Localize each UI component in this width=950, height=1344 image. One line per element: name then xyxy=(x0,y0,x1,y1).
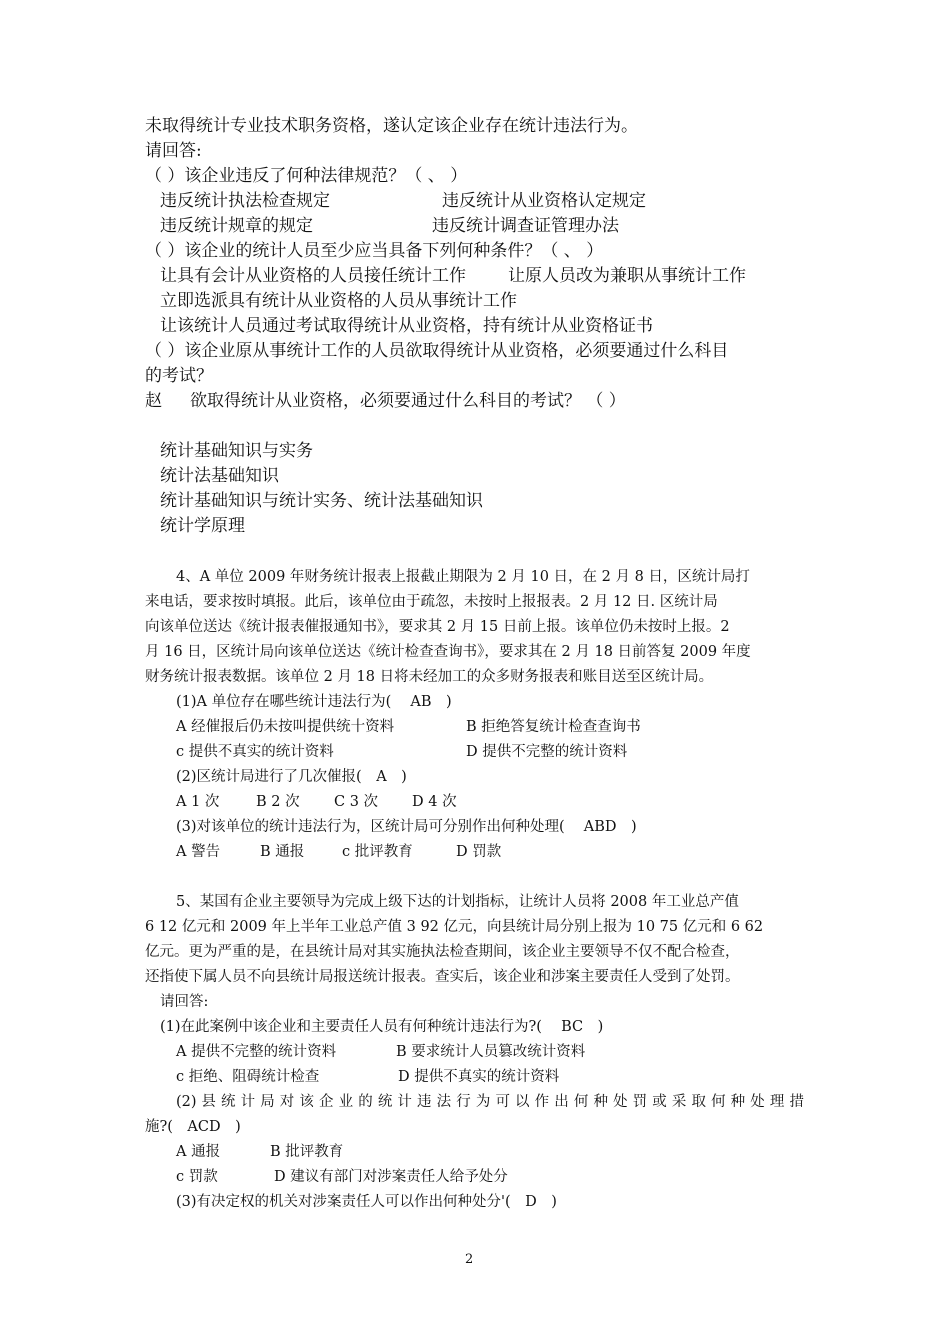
question-3-option-c: 统计基础知识与统计实务、统计法基础知识 xyxy=(160,491,483,511)
case-4-question-3: (3)对该单位的统计违法行为，区统计局可分别作出何种处理( ABD ) xyxy=(176,819,637,835)
case-4-paragraph-line2: 来电话，要求按时填报。此后，该单位由于疏忽，未按时上报报表。2 月 12 日. 区统计局 xyxy=(145,594,718,610)
page-number: 2 xyxy=(465,1252,474,1267)
case-5-paragraph-line2: 6 12 亿元和 2009 年上半年工业总产值 3 92 亿元，向县统计局分别上报为 10 75 亿元和 6 62 xyxy=(145,919,764,935)
case-5-please-answer: 请回答: xyxy=(160,994,209,1010)
case-4-paragraph-line3: 向该单位送达《统计报表催报通知书》，要求其 2 月 15 日前上报。该单位仍未按时上报。2 xyxy=(145,619,730,635)
question-3-stem-line1: （ ）该企业原从事统计工作的人员欲取得统计从业资格，必须要通过什么科目 xyxy=(145,341,729,361)
question-3-stem2-prefix: 赵 xyxy=(145,391,162,411)
case-4-q1-option-c: c 提供不真实的统计资料 xyxy=(176,744,334,760)
question-2-stem: （ ）该企业的统计人员至少应当具备下列何种条件？（ 、 ） xyxy=(145,241,604,261)
case-4-q3-option-b: B 通报 xyxy=(260,844,305,860)
question-3-option-b: 统计法基础知识 xyxy=(160,466,279,486)
case-4-q2-option-a: A 1 次 xyxy=(176,794,220,810)
case-5-question-2-line1: (2) 县 统 计 局 对 该 企 业 的 统 计 违 法 行 为 可 以 作 出 何 种 处 罚 或 采 取 何 种 处 理 措 xyxy=(176,1094,804,1110)
question-3-option-a: 统计基础知识与实务 xyxy=(160,441,313,461)
case-5-q2-option-a: A 通报 xyxy=(176,1144,221,1160)
intro-tail-text: 未取得统计专业技术职务资格，遂认定该企业存在统计违法行为。 xyxy=(145,116,638,136)
case-4-q1-option-a: A 经催报后仍未按叫提供统十资料 xyxy=(176,719,395,735)
question-1-stem: （ ）该企业违反了何种法律规范？（ 、 ） xyxy=(145,166,468,186)
question-1-option-d: 违反统计调查证管理办法 xyxy=(432,216,619,236)
question-1-option-b: 违反统计从业资格认定规定 xyxy=(442,191,646,211)
case-5-q2-option-b: B 批评教育 xyxy=(270,1144,344,1160)
case-5-question-1: (1)在此案例中该企业和主要责任人员有何种统计违法行为?( BC ) xyxy=(160,1019,604,1035)
case-4-question-2: (2)区统计局进行了几次催报( A ) xyxy=(176,769,407,785)
question-1-option-c: 违反统计规章的规定 xyxy=(160,216,313,236)
case-4-q2-option-b: B 2 次 xyxy=(256,794,300,810)
case-5-paragraph-line3: 亿元。更为严重的是，在县统计局对其实施执法检查期间，该企业主要领导不仅不配合检查， xyxy=(145,944,740,960)
case-5-q2-option-c: c 罚款 xyxy=(176,1169,218,1185)
case-4-q1-option-b: B 拒绝答复统计检查查询书 xyxy=(466,719,641,735)
case-5-paragraph-line1: 5、某国有企业主要领导为完成上级下达的计划指标，让统计人员将 2008 年工业总产值 xyxy=(176,894,739,910)
case-5-question-2-line2: 施?( ACD ) xyxy=(145,1119,241,1135)
case-5-q2-option-d: D 建议有部门对涉案责任人给予处分 xyxy=(274,1169,508,1185)
case-4-q3-option-a: A 警告 xyxy=(176,844,221,860)
case-5-paragraph-line4: 还指使下属人员不向县统计局报送统计报表。查实后，该企业和涉案主要责任人受到了处罚。 xyxy=(145,969,740,985)
question-3-option-d: 统计学原理 xyxy=(160,516,245,536)
case-4-q3-option-d: D 罚款 xyxy=(456,844,502,860)
case-4-q2-option-d: D 4 次 xyxy=(412,794,457,810)
case-4-question-1: (1)A 单位存在哪些统计违法行为( AB ) xyxy=(176,694,452,710)
case-4-q1-option-d: D 提供不完整的统计资料 xyxy=(466,744,628,760)
case-4-q2-option-c: C 3 次 xyxy=(334,794,379,810)
case-5-q1-option-b: B 要求统计人员篡改统计资料 xyxy=(396,1044,586,1060)
question-2-option-a: 让具有会计从业资格的人员接任统计工作 xyxy=(160,266,466,286)
case-5-q1-option-c: c 拒绝、阻碍统计检查 xyxy=(176,1069,320,1085)
question-2-option-d: 让该统计人员通过考试取得统计从业资格，持有统计从业资格证书 xyxy=(160,316,653,336)
question-2-option-b: 让原人员改为兼职从事统计工作 xyxy=(508,266,746,286)
case-4-paragraph-line4: 月 16 日，区统计局向该单位送达《统计检查查询书》，要求其在 2 月 18 日前答复 2009 年度 xyxy=(145,644,751,660)
case-5-question-3: (3)有决定权的机关对涉案责任人可以作出何种处分'( D ) xyxy=(176,1194,557,1210)
question-1-option-a: 违反统计执法检查规定 xyxy=(160,191,330,211)
case-4-q3-option-c: c 批评教育 xyxy=(342,844,413,860)
case-4-paragraph-line1: 4、A 单位 2009 年财务统计报表上报截止期限为 2 月 10 日，在 2 月 8 日，区统计局打 xyxy=(176,569,750,585)
case-5-q1-option-a: A 提供不完整的统计资料 xyxy=(176,1044,337,1060)
case-5-q1-option-d: D 提供不真实的统计资料 xyxy=(398,1069,560,1085)
question-2-option-c: 立即选派具有统计从业资格的人员从事统计工作 xyxy=(160,291,517,311)
please-answer-label: 请回答: xyxy=(145,141,202,161)
question-3-stem2-text: 欲取得统计从业资格，必须要通过什么科目的考试？ （ ） xyxy=(190,391,626,411)
case-4-paragraph-line5: 财务统计报表数据。该单位 2 月 18 日将未经加工的众多财务报表和账目送至区统计局。 xyxy=(145,669,714,685)
question-3-stem-line2: 的考试？ xyxy=(145,366,213,386)
